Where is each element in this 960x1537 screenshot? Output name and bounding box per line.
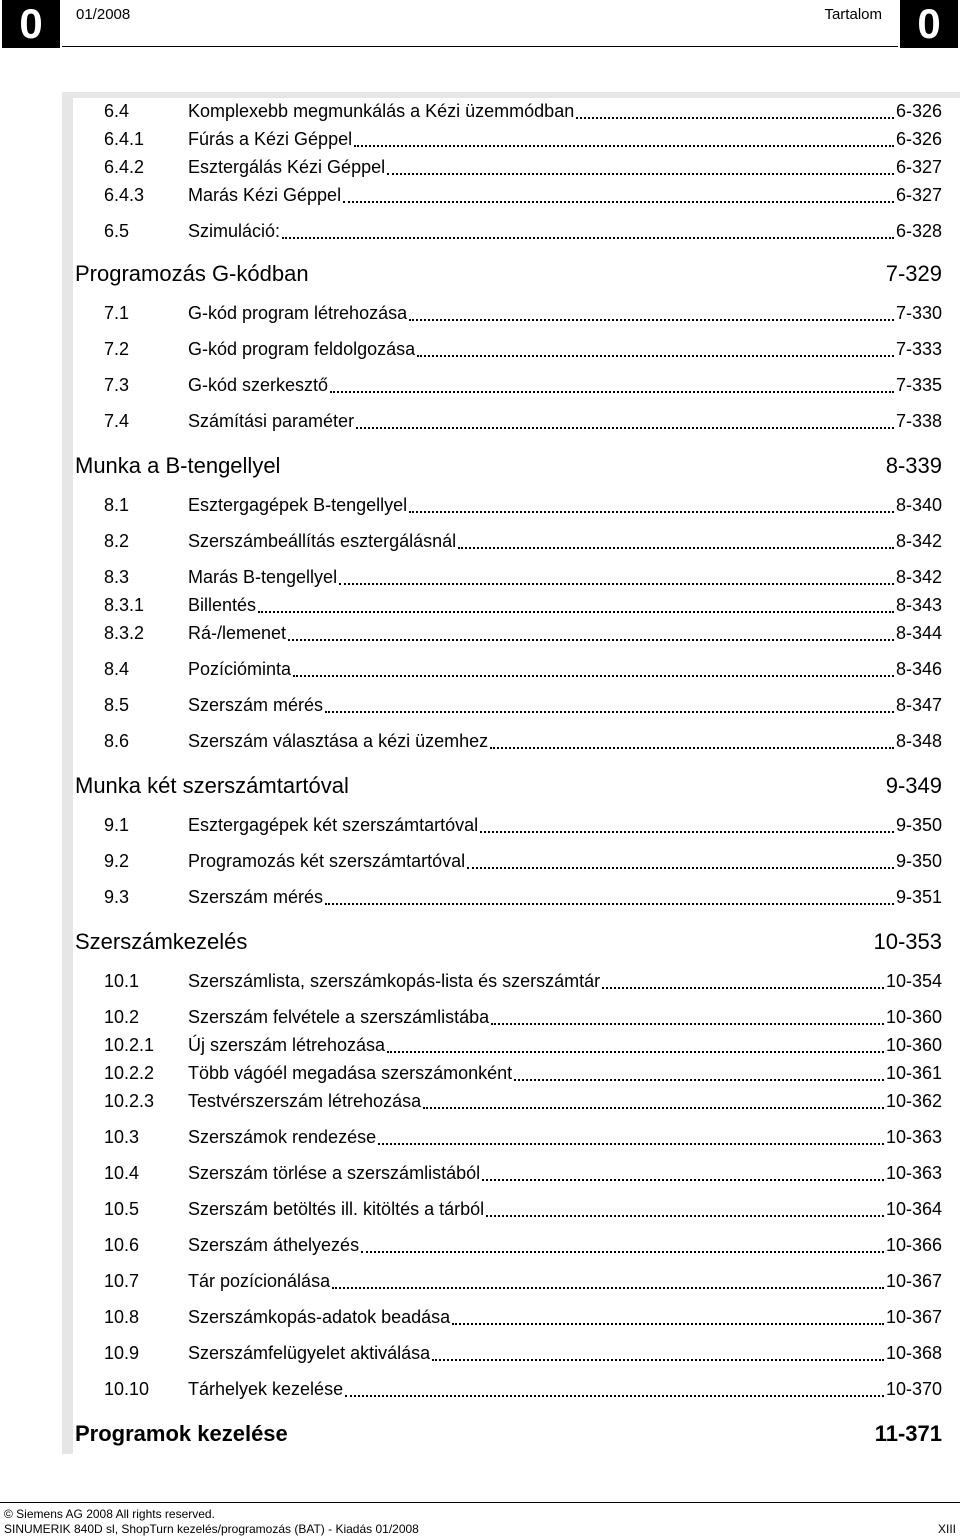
toc-entry[interactable]: [62, 298, 942, 324]
toc-entry-number: 6.4.3: [104, 185, 145, 205]
toc-entry-page: 9-350: [895, 851, 942, 871]
toc-entry-number: 10.3: [104, 1127, 140, 1147]
toc-entry-number: 7.3: [104, 375, 130, 395]
leader-dots: [293, 659, 894, 677]
toc-entry-title: Szimuláció:: [188, 221, 281, 241]
toc-entry-title: Marás B-tengellyel: [188, 567, 338, 587]
toc-entry[interactable]: [62, 1266, 942, 1292]
leader-dots: [325, 887, 894, 905]
toc-entry-page: 10-360: [885, 1007, 942, 1027]
toc-entry[interactable]: [62, 1158, 942, 1184]
toc-entry-page: 6-326: [895, 129, 942, 149]
toc-entry-page: 10-366: [885, 1235, 942, 1255]
toc-entry-page: 10-363: [885, 1127, 942, 1147]
toc-entry[interactable]: [62, 654, 942, 680]
footer-publication: SINUMERIK 840D sl, ShopTurn kezelés/programozás (BAT) - Kiadás 01/2008: [4, 1522, 419, 1536]
toc-entry-number: 10.9: [104, 1343, 140, 1363]
leader-dots: [490, 731, 894, 749]
toc-entry[interactable]: [62, 690, 942, 716]
leader-dots: [339, 567, 894, 585]
toc-entry-title: G-kód program létrehozása: [188, 303, 408, 323]
toc-entry-page: 8-343: [895, 595, 942, 615]
toc-entry-number: 8.3: [104, 567, 130, 587]
leader-dots: [332, 1271, 884, 1289]
toc-entry[interactable]: [62, 490, 942, 516]
toc-entry-page: 8-348: [895, 731, 942, 751]
footer-page-number: XIII: [937, 1522, 956, 1536]
toc-entry-page: 8-342: [895, 531, 942, 551]
toc-entry[interactable]: [62, 1002, 942, 1028]
toc-entry[interactable]: [62, 180, 942, 206]
chapter-page: 11-371: [874, 1421, 942, 1446]
toc-chapter-11[interactable]: [62, 1416, 942, 1448]
toc-entry-page: 8-340: [895, 495, 942, 515]
toc-entry-title: Szerszámfelügyelet aktiválása: [188, 1343, 431, 1363]
chapter-page: 7-329: [885, 261, 942, 286]
chapter-title: Programok kezelése: [75, 1421, 288, 1446]
toc-entry-title: Rá-/lemenet: [188, 623, 287, 643]
toc-entry-page: 6-327: [895, 185, 942, 205]
toc-entry[interactable]: [62, 124, 942, 150]
toc-entry-page: 8-346: [895, 659, 942, 679]
toc-entry-page: 10-368: [885, 1343, 942, 1363]
toc-entry-title: G-kód szerkesztő: [188, 375, 329, 395]
leader-dots: [409, 303, 894, 321]
toc-entry-title: Szerszám mérés: [188, 887, 324, 907]
toc-entry-title: Programozás két szerszámtartóval: [188, 851, 466, 871]
toc-entry-page: 7-335: [895, 375, 942, 395]
leader-dots: [486, 1199, 884, 1217]
toc-entry[interactable]: [62, 1086, 942, 1112]
toc-entry-page: 10-360: [885, 1035, 942, 1055]
leader-dots: [432, 1343, 884, 1361]
toc-entry-page: 10-364: [885, 1199, 942, 1219]
leader-dots: [345, 1379, 884, 1397]
toc-entry-number: 10.4: [104, 1163, 140, 1183]
toc-entry-number: 6.5: [104, 221, 130, 241]
toc-entry-title: Új szerszám létrehozása: [188, 1035, 386, 1055]
toc-entry[interactable]: [62, 216, 942, 242]
toc-entry-number: 8.6: [104, 731, 130, 751]
chapter-number-left: 0: [2, 0, 60, 48]
leader-dots: [452, 1307, 884, 1325]
leader-dots: [343, 185, 894, 203]
toc-entry-page: 7-333: [895, 339, 942, 359]
leader-dots: [354, 129, 894, 147]
toc-entry-page: 10-354: [885, 971, 942, 991]
toc-entry[interactable]: [62, 726, 942, 752]
toc-entry[interactable]: [62, 562, 942, 588]
toc-entry-number: 6.4.2: [104, 157, 145, 177]
leader-dots: [409, 495, 894, 513]
toc-entry-number: 10.7: [104, 1271, 140, 1291]
toc-entry-page: 8-344: [895, 623, 942, 643]
toc-entry-title: Esztergagépek két szerszámtartóval: [188, 815, 479, 835]
toc-entry-page: 6-327: [895, 157, 942, 177]
toc-entry-page: 6-328: [895, 221, 942, 241]
leader-dots: [258, 595, 894, 613]
leader-dots: [330, 375, 894, 393]
toc-entry[interactable]: [62, 1122, 942, 1148]
toc-entry[interactable]: [62, 406, 942, 432]
toc-entry-number: 10.6: [104, 1235, 140, 1255]
chapter-page: 9-349: [885, 773, 942, 798]
toc-entry[interactable]: [62, 1030, 942, 1056]
toc-entry-number: 8.5: [104, 695, 130, 715]
leader-dots: [288, 623, 894, 641]
toc-entry-title: Fúrás a Kézi Géppel: [188, 129, 353, 149]
chapter-title: Munka két szerszámtartóval: [75, 773, 349, 798]
toc-chapter-7[interactable]: [62, 256, 942, 288]
toc-entry-number: 10.2.2: [104, 1063, 155, 1083]
toc-entry[interactable]: [62, 810, 942, 836]
toc-entry-title: Marás Kézi Géppel: [188, 185, 342, 205]
toc-entry[interactable]: [62, 846, 942, 872]
toc-entry[interactable]: [62, 1338, 942, 1364]
toc-entry-title: Szerszámkopás-adatok beadása: [188, 1307, 451, 1327]
toc-entry-title: Szerszám törlése a szerszámlistából: [188, 1163, 481, 1183]
toc-entry-number: 6.4.1: [104, 129, 145, 149]
toc-entry-number: 8.3.1: [104, 595, 145, 615]
toc-entry-title: Pozícióminta: [188, 659, 292, 679]
chapter-title: Szerszámkezelés: [75, 929, 248, 954]
toc-entry-number: 9.1: [104, 815, 130, 835]
toc-entry-page: 7-338: [895, 411, 942, 431]
leader-dots: [576, 101, 894, 119]
leader-dots: [378, 1127, 884, 1145]
toc-entry[interactable]: [62, 590, 942, 616]
toc-entry-number: 8.1: [104, 495, 130, 515]
footer-rule: [0, 1502, 960, 1503]
toc-entry-number: 7.4: [104, 411, 130, 431]
toc-entry[interactable]: [62, 1194, 942, 1220]
toc-entry[interactable]: [62, 1058, 942, 1084]
toc-entry-number: 10.2.3: [104, 1091, 155, 1111]
toc-entry-page: 6-326: [895, 101, 942, 121]
leader-dots: [480, 815, 894, 833]
toc-entry[interactable]: [62, 526, 942, 552]
toc-entry-title: Esztergagépek B-tengellyel: [188, 495, 408, 515]
chapter-number-right: 0: [900, 0, 958, 48]
toc-entry-number: 7.1: [104, 303, 130, 323]
toc-entry-number: 10.8: [104, 1307, 140, 1327]
toc-entry[interactable]: [62, 370, 942, 396]
chapter-title: Programozás G-kódban: [75, 261, 309, 286]
toc-entry-title: Szerszámok rendezése: [188, 1127, 377, 1147]
chapter-title: Munka a B-tengellyel: [75, 453, 281, 478]
leader-dots: [423, 1091, 884, 1109]
toc-entry-number: 10.2: [104, 1007, 140, 1027]
leader-dots: [361, 1235, 884, 1253]
toc-entry-page: 10-370: [885, 1379, 942, 1399]
leader-dots: [387, 1035, 884, 1053]
toc-entry-number: 8.4: [104, 659, 130, 679]
toc-entry-title: Szerszám áthelyezés: [188, 1235, 360, 1255]
toc-entry-title: G-kód program feldolgozása: [188, 339, 416, 359]
chapter-page: 8-339: [885, 453, 942, 478]
toc-entry[interactable]: [62, 618, 942, 644]
toc-entry-page: 10-367: [885, 1307, 942, 1327]
toc-entry-title: Komplexebb megmunkálás a Kézi üzemmódban: [188, 101, 575, 121]
header-rule: [62, 46, 898, 47]
toc-entry-page: 8-342: [895, 567, 942, 587]
toc-entry[interactable]: [62, 882, 942, 908]
leader-dots: [491, 1007, 884, 1025]
toc-entry-number: 8.3.2: [104, 623, 145, 643]
toc-entry-title: Számítási paraméter: [188, 411, 355, 431]
leader-dots: [458, 531, 894, 549]
toc-entry-number: 10.1: [104, 971, 140, 991]
toc-content: [62, 92, 960, 1454]
leader-dots: [417, 339, 894, 357]
toc-entry-page: 10-363: [885, 1163, 942, 1183]
toc-chapter-10[interactable]: [62, 924, 942, 956]
toc-entry-title: Szerszám mérés: [188, 695, 324, 715]
toc-entry-title: Billentés: [188, 595, 257, 615]
toc-entry-page: 10-367: [885, 1271, 942, 1291]
chapter-page: 10-353: [873, 929, 942, 954]
toc-entry-title: Szerszámlista, szerszámkopás-lista és szerszámtár: [188, 971, 601, 991]
toc-entry-page: 9-350: [895, 815, 942, 835]
header-date: 01/2008: [76, 6, 131, 23]
toc-entry[interactable]: [62, 334, 942, 360]
leader-dots: [282, 221, 894, 239]
toc-entry-page: 10-362: [885, 1091, 942, 1111]
toc-entry-page: 7-330: [895, 303, 942, 323]
footer-copyright: © Siemens AG 2008 All rights reserved.: [4, 1507, 215, 1521]
toc-entry-title: Szerszám betöltés ill. kitöltés a tárból: [188, 1199, 485, 1219]
toc-entry-title: Testvérszerszám létrehozása: [188, 1091, 422, 1111]
leader-dots: [387, 157, 894, 175]
toc-entry[interactable]: [62, 152, 942, 178]
toc-entry-number: 9.2: [104, 851, 130, 871]
toc-entry[interactable]: [62, 1374, 942, 1400]
toc-entry-title: Több vágóél megadása szerszámonként: [188, 1063, 513, 1083]
toc-entry-number: 9.3: [104, 887, 130, 907]
leader-dots: [467, 851, 894, 869]
toc-entry-number: 10.10: [104, 1379, 150, 1399]
leader-dots: [514, 1063, 884, 1081]
toc-entry-title: Tárhelyek kezelése: [188, 1379, 344, 1399]
toc-entry-page: 9-351: [895, 887, 942, 907]
toc-entry[interactable]: [62, 1302, 942, 1328]
toc-entry-title: Tár pozícionálása: [188, 1271, 331, 1291]
toc-entry-title: Szerszám felvétele a szerszámlistába: [188, 1007, 490, 1027]
toc-entry-title: Esztergálás Kézi Géppel: [188, 157, 386, 177]
leader-dots: [482, 1163, 884, 1181]
leader-dots: [356, 411, 894, 429]
toc-chapter-8[interactable]: [62, 448, 942, 480]
toc-entry-number: 10.2.1: [104, 1035, 155, 1055]
header-title: Tartalom: [824, 6, 882, 23]
leader-dots: [602, 971, 884, 989]
toc-entry-number: 7.2: [104, 339, 130, 359]
toc-entry[interactable]: [62, 1230, 942, 1256]
toc-entry[interactable]: [62, 96, 942, 122]
toc-entry-number: 10.5: [104, 1199, 140, 1219]
toc-entry-number: 6.4: [104, 101, 130, 121]
toc-chapter-9[interactable]: [62, 768, 942, 800]
toc-entry-title: Szerszám választása a kézi üzemhez: [188, 731, 489, 751]
toc-entry-page: 8-347: [895, 695, 942, 715]
toc-entry-page: 10-361: [885, 1063, 942, 1083]
leader-dots: [325, 695, 894, 713]
toc-entry[interactable]: [62, 966, 942, 992]
toc-entry-title: Szerszámbeállítás esztergálásnál: [188, 531, 457, 551]
toc-entry-number: 8.2: [104, 531, 130, 551]
